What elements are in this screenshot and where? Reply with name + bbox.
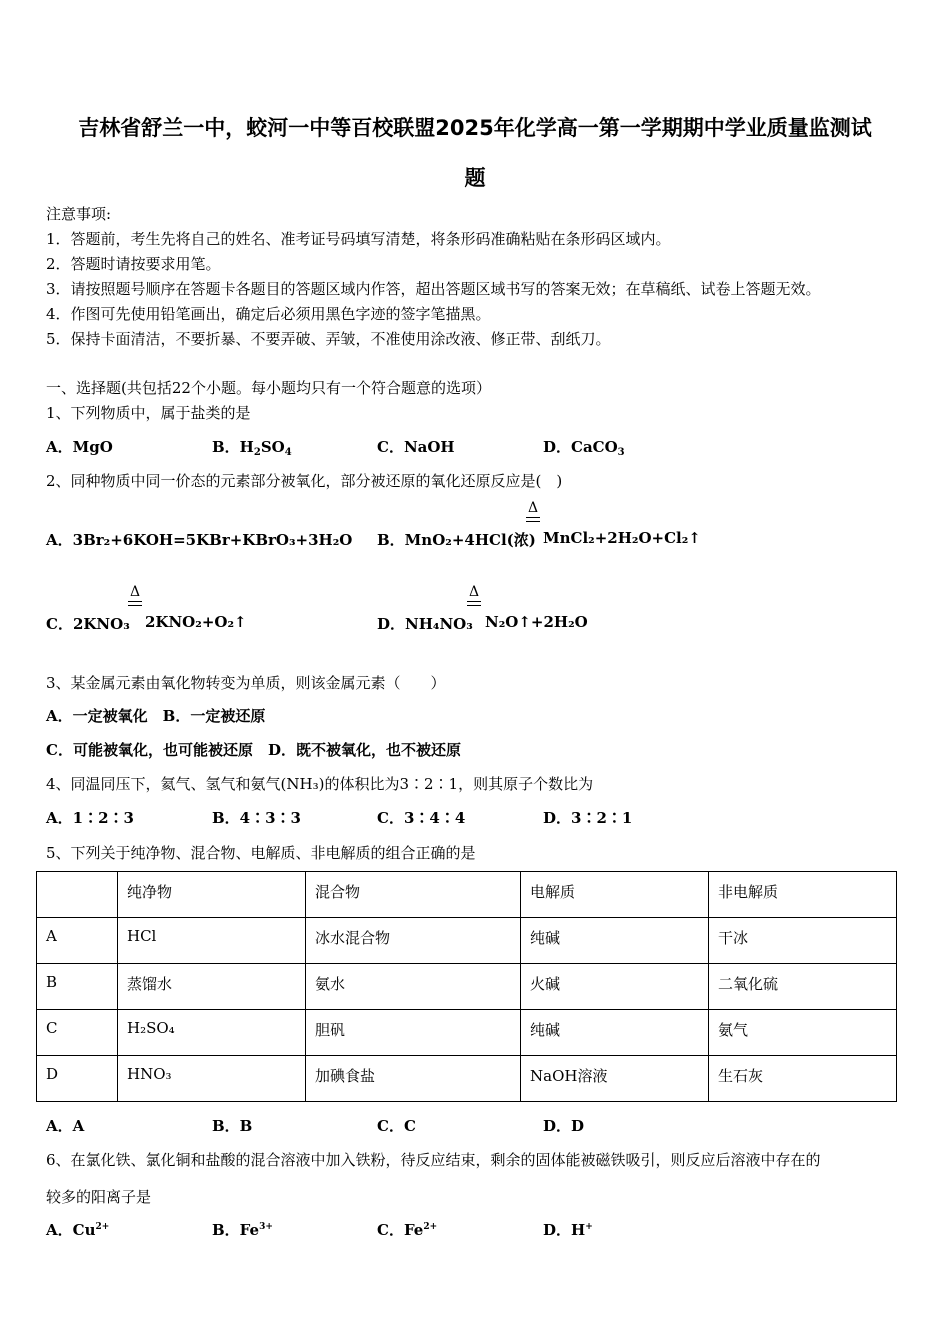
heat-condition: Δ xyxy=(126,585,144,606)
table-row xyxy=(37,918,897,964)
table-cell: D xyxy=(37,1056,118,1102)
q2-option-b-right: MnCl₂+2H₂O+Cl₂↑ xyxy=(543,529,701,547)
q2-option-b-left: B．MnO₂+4HCl(浓) xyxy=(377,531,536,549)
table-cell: 火碱 xyxy=(521,964,709,1010)
table-cell: 纯碱 xyxy=(521,1010,709,1056)
q1-option-d: D．CaCO$_3$ xyxy=(543,438,625,458)
table-cell: 干冰 xyxy=(709,918,897,964)
q6-stem-line1: 6、在氯化铁、氯化铜和盐酸的混合溶液中加入铁粉，待反应结束，剩余的固体能被磁铁吸引，则反应后溶液中存在的 xyxy=(46,1151,821,1169)
table-cell: HCl xyxy=(118,918,306,964)
table-cell: HNO₃ xyxy=(118,1056,306,1102)
table-row xyxy=(37,1010,897,1056)
table-cell: B xyxy=(37,964,118,1010)
table-cell: A xyxy=(37,918,118,964)
table-cell: 二氧化硫 xyxy=(709,964,897,1010)
notice-item-3: 3．请按照题号顺序在答题卡各题目的答题区域内作答，超出答题区域书写的答案无效；在草稿纸、试卷上答题无效。 xyxy=(46,280,821,298)
q3-stem: 3、某金属元素由氧化物转变为单质，则该金属元素（ ） xyxy=(46,674,446,692)
notice-heading: 注意事项: xyxy=(46,205,112,223)
table-row xyxy=(37,1056,897,1102)
q4-option-a: A．1∶2∶3 xyxy=(46,809,134,827)
section-heading: 一、选择题(共包括22个小题。每小题均只有一个符合题意的选项） xyxy=(46,379,491,397)
table-cell: 胆矾 xyxy=(306,1010,521,1056)
table-cell: C xyxy=(37,1010,118,1056)
table-header-row xyxy=(37,872,897,918)
q4-option-b: B．4∶3∶3 xyxy=(212,809,301,827)
q2-option-d-left: D．NH₄NO₃ xyxy=(377,615,473,633)
q4-option-d: D．3∶2∶1 xyxy=(543,809,633,827)
notice-item-2: 2．答题时请按要求用笔。 xyxy=(46,255,221,273)
table-cell: 蒸馏水 xyxy=(118,964,306,1010)
q5-option-d: D．D xyxy=(543,1117,585,1135)
table-header-cell: 电解质 xyxy=(521,872,709,918)
q4-stem: 4、同温同压下，氦气、氢气和氨气(NH₃)的体积比为3∶2∶1，则其原子个数比为 xyxy=(46,775,594,793)
q2-option-c-right: 2KNO₂+O₂↑ xyxy=(145,613,247,631)
table-cell: 氨水 xyxy=(306,964,521,1010)
notice-item-1: 1．答题前，考生先将自己的姓名、准考证号码填写清楚，将条形码准确粘贴在条形码区域内。 xyxy=(46,230,671,248)
heat-condition: Δ xyxy=(465,585,483,606)
table-cell: 加碘食盐 xyxy=(306,1056,521,1102)
table-row xyxy=(37,964,897,1010)
table-cell: H₂SO₄ xyxy=(118,1010,306,1056)
q1-option-c: C．NaOH xyxy=(377,438,455,456)
table-cell: NaOH溶液 xyxy=(521,1056,709,1102)
exam-title-line1: 吉林省舒兰一中，蛟河一中等百校联盟2025年化学高一第一学期期中学业质量监测试 xyxy=(78,116,872,140)
q3-options-row2: C．可能被氧化，也可能被还原 D．既不被氧化，也不被还原 xyxy=(46,741,461,759)
q6-option-d: D．H+ xyxy=(543,1221,593,1239)
q5-option-b: B．B xyxy=(212,1117,253,1135)
q5-option-c: C．C xyxy=(377,1117,416,1135)
table-cell: 冰水混合物 xyxy=(306,918,521,964)
notice-item-4: 4．作图可先使用铅笔画出，确定后必须用黑色字迹的签字笔描黑。 xyxy=(46,305,491,323)
q1-stem: 1、下列物质中，属于盐类的是 xyxy=(46,404,251,422)
heat-condition: Δ xyxy=(524,501,542,522)
table-cell: 氨气 xyxy=(709,1010,897,1056)
q3-options-row1: A．一定被氧化 B．一定被还原 xyxy=(46,707,266,725)
table-header-cell: 混合物 xyxy=(306,872,521,918)
table-header-cell: 非电解质 xyxy=(709,872,897,918)
q6-option-a: A．$Cu^{2+}$ xyxy=(46,1221,110,1239)
q2-option-c-left: C．2KNO₃ xyxy=(46,615,130,633)
q1-option-a: A．MgO xyxy=(46,438,113,456)
q5-stem: 5、下列关于纯净物、混合物、电解质、非电解质的组合正确的是 xyxy=(46,844,476,862)
table-header-cell xyxy=(37,872,118,918)
q2-stem: 2、同种物质中同一价态的元素部分被氧化，部分被还原的氧化还原反应是( ) xyxy=(46,472,563,490)
q1-option-b: B．$H_2SO_4$ xyxy=(212,438,292,458)
q5-option-a: A．A xyxy=(46,1117,85,1135)
q4-option-c: C．3∶4∶4 xyxy=(377,809,466,827)
q2-option-a: A．3Br₂+6KOH=5KBr+KBrO₃+3H₂O xyxy=(46,531,353,549)
q6-option-c: C．$Fe^{2+}$ xyxy=(377,1221,438,1239)
table-cell: 纯碱 xyxy=(521,918,709,964)
notice-item-5: 5．保持卡面清洁，不要折暴、不要弄破、弄皱，不准使用涂改液、修正带、刮纸刀。 xyxy=(46,330,611,348)
exam-title-line2: 题 xyxy=(464,166,486,190)
q6-option-b: B．$Fe^{3+}$ xyxy=(212,1221,273,1239)
table-cell: 生石灰 xyxy=(709,1056,897,1102)
q6-stem-line2: 较多的阳离子是 xyxy=(46,1188,152,1206)
q2-option-d-right: N₂O↑+2H₂O xyxy=(485,613,588,631)
table-header-cell: 纯净物 xyxy=(118,872,306,918)
q5-classification-table xyxy=(36,871,897,1102)
